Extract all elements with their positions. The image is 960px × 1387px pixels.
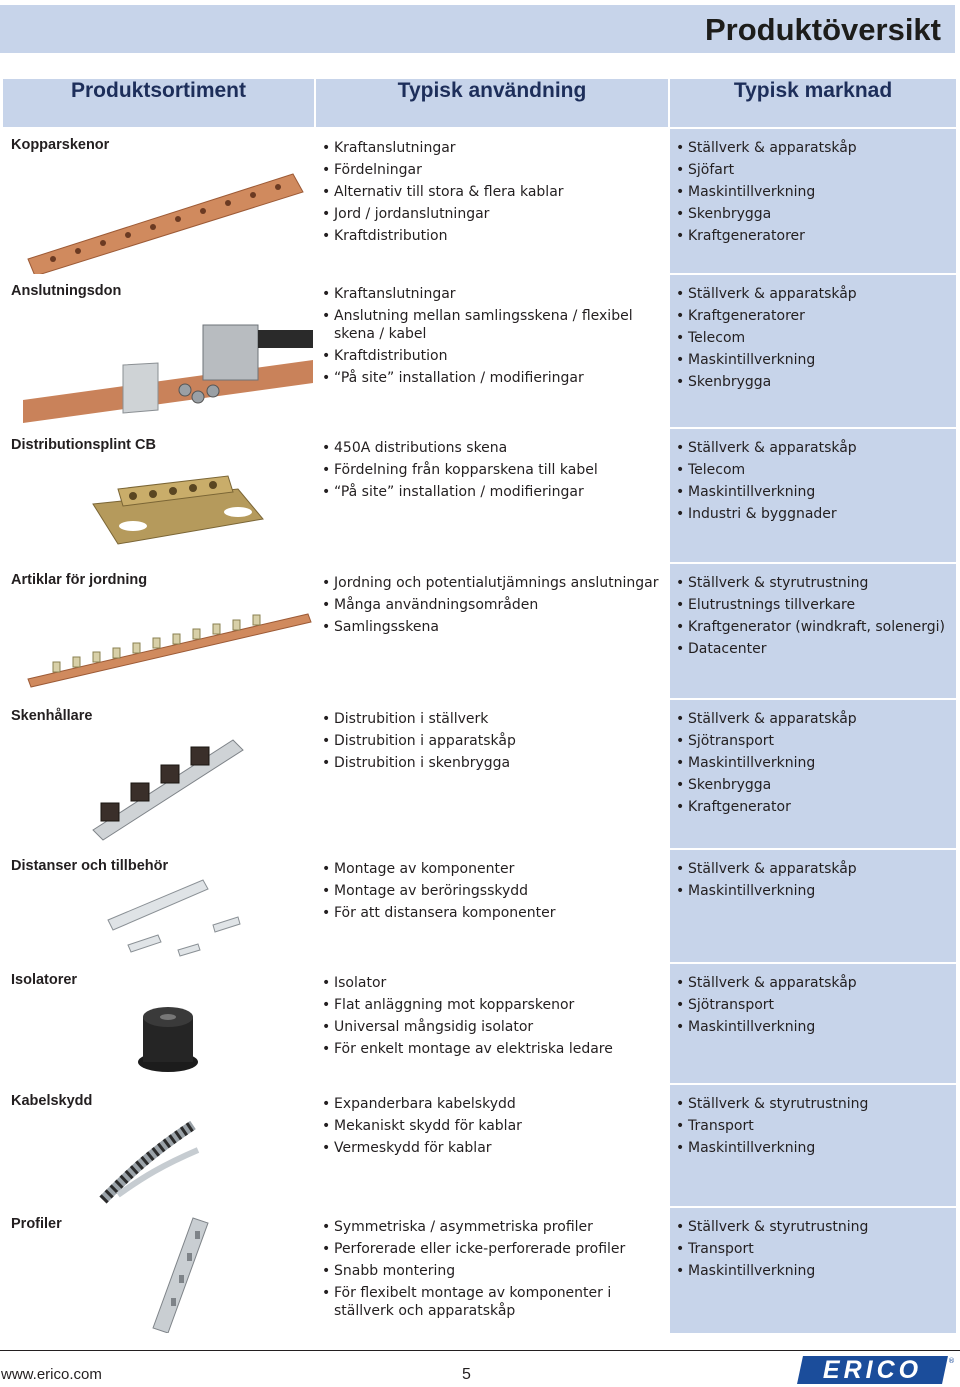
table-row bbox=[2, 274, 957, 428]
usage-cell bbox=[315, 274, 669, 428]
list-item: • Samlingsskena bbox=[334, 616, 668, 638]
product-name: Isolatorer bbox=[11, 972, 78, 988]
product-name: Profiler bbox=[11, 1216, 62, 1232]
list-item: • Transport bbox=[688, 1115, 956, 1137]
list-item: • Maskintillverkning bbox=[688, 880, 956, 902]
list-item: • Ställverk & apparatskåp bbox=[688, 708, 956, 730]
list-item: • Skenbrygga bbox=[688, 203, 956, 225]
market-cell bbox=[669, 128, 957, 274]
list-item: • Maskintillverkning bbox=[688, 349, 956, 371]
spacers-image bbox=[88, 875, 258, 960]
product-name: Distanser och tillbehör bbox=[11, 858, 169, 874]
list-item: • “På site” installation / modifieringar bbox=[334, 367, 668, 389]
distribution-block-image bbox=[88, 464, 268, 559]
list-item: • Distrubition i ställverk bbox=[334, 708, 668, 730]
logo-text: ERICO bbox=[822, 1356, 923, 1384]
list-item: • Ställverk & apparatskåp bbox=[688, 972, 956, 994]
list-item: • Sjöfart bbox=[688, 159, 956, 181]
header-usage: Typisk användning bbox=[315, 78, 669, 128]
market-list bbox=[670, 1093, 956, 1159]
table-row bbox=[2, 428, 957, 563]
list-item: • Symmetriska / asymmetriska profiler bbox=[334, 1216, 668, 1238]
product-name: Artiklar för jordning bbox=[11, 572, 148, 588]
list-item: • Skenbrygga bbox=[688, 774, 956, 796]
market-list bbox=[670, 1216, 956, 1282]
list-item: • Kraftdistribution bbox=[334, 345, 668, 367]
registered-mark: ® bbox=[948, 1357, 955, 1365]
list-item: • Ställverk & styrutrustning bbox=[688, 572, 956, 594]
product-cell bbox=[2, 128, 315, 274]
list-item: • Anslutning mellan samlingsskena / flexibel skena / kabel bbox=[334, 307, 668, 343]
list-item: • Mekaniskt skydd för kablar bbox=[334, 1115, 668, 1137]
footer-url-link[interactable]: www.erico.com bbox=[1, 1366, 102, 1383]
list-item: • Universal mångsidig isolator bbox=[334, 1016, 668, 1038]
product-cell bbox=[2, 699, 315, 849]
market-list bbox=[670, 283, 956, 393]
header-market: Typisk marknad bbox=[669, 78, 957, 128]
usage-cell bbox=[315, 699, 669, 849]
list-item: • Telecom bbox=[688, 459, 956, 481]
list-item: • Perforerade eller icke-perforerade profiler bbox=[334, 1238, 668, 1260]
list-item: • Flat anläggning mot kopparskenor bbox=[334, 994, 668, 1016]
product-name: Distributionsplint CB bbox=[11, 437, 156, 453]
list-item: • Kraftgeneratorer bbox=[688, 225, 956, 247]
usage-list bbox=[316, 858, 668, 924]
table-row bbox=[2, 563, 957, 699]
product-name: Kopparskenor bbox=[11, 137, 110, 153]
table-row bbox=[2, 128, 957, 274]
table-row bbox=[2, 963, 957, 1084]
list-item: • Maskintillverkning bbox=[688, 1016, 956, 1038]
list-item: • Ställverk & styrutrustning bbox=[688, 1093, 956, 1115]
page-title: Produktöversikt bbox=[704, 12, 941, 47]
usage-list bbox=[316, 1093, 668, 1159]
product-cell bbox=[2, 1084, 315, 1207]
list-item: • Kraftgenerator bbox=[688, 796, 956, 818]
usage-list bbox=[316, 1216, 668, 1320]
usage-list bbox=[316, 437, 668, 503]
list-item: • Maskintillverkning bbox=[688, 181, 956, 203]
list-item: • Elutrustnings tillverkare bbox=[688, 594, 956, 616]
market-cell bbox=[669, 274, 957, 428]
usage-list bbox=[316, 137, 668, 247]
market-cell bbox=[669, 1207, 957, 1334]
list-item: • 450A distributions skena bbox=[334, 437, 668, 459]
list-item: • Montage av komponenter bbox=[334, 858, 668, 880]
list-item: • Distrubition i skenbrygga bbox=[334, 752, 668, 774]
list-item: • Kraftanslutningar bbox=[334, 137, 668, 159]
list-item: • Datacenter bbox=[688, 638, 956, 660]
copper-busbar-image bbox=[23, 164, 313, 274]
busbar-support-image bbox=[83, 725, 253, 845]
page-number: 5 bbox=[462, 1366, 471, 1383]
erico-logo bbox=[797, 1356, 948, 1384]
cable-protection-image bbox=[98, 1115, 208, 1205]
market-list bbox=[670, 972, 956, 1038]
list-item: • Maskintillverkning bbox=[688, 481, 956, 503]
list-item: • Fördelningar bbox=[334, 159, 668, 181]
list-item: • “På site” installation / modifieringar bbox=[334, 481, 668, 503]
list-item: • Kraftdistribution bbox=[334, 225, 668, 247]
list-item: • Ställverk & apparatskåp bbox=[688, 858, 956, 880]
list-item: • Industri & byggnader bbox=[688, 503, 956, 525]
list-item: • Isolator bbox=[334, 972, 668, 994]
list-item: • Ställverk & apparatskåp bbox=[688, 137, 956, 159]
market-list bbox=[670, 708, 956, 818]
list-item: • Vermeskydd för kablar bbox=[334, 1137, 668, 1159]
usage-cell bbox=[315, 1207, 669, 1334]
list-item: • Alternativ till stora & flera kablar bbox=[334, 181, 668, 203]
insulator-image bbox=[128, 992, 208, 1077]
table-row bbox=[2, 699, 957, 849]
market-list bbox=[670, 437, 956, 525]
usage-cell bbox=[315, 963, 669, 1084]
list-item: • Snabb montering bbox=[334, 1260, 668, 1282]
usage-list bbox=[316, 972, 668, 1060]
market-cell bbox=[669, 563, 957, 699]
usage-list bbox=[316, 283, 668, 389]
product-name: Anslutningsdon bbox=[11, 283, 122, 299]
list-item: • Ställverk & apparatskåp bbox=[688, 283, 956, 305]
product-name: Skenhållare bbox=[11, 708, 93, 724]
market-list bbox=[670, 572, 956, 660]
market-list bbox=[670, 137, 956, 247]
market-cell bbox=[669, 963, 957, 1084]
connector-image bbox=[23, 305, 313, 425]
list-item: • Ställverk & styrutrustning bbox=[688, 1216, 956, 1238]
list-item: • Skenbrygga bbox=[688, 371, 956, 393]
table-row bbox=[2, 1207, 957, 1334]
table-row bbox=[2, 1084, 957, 1207]
usage-cell bbox=[315, 563, 669, 699]
list-item: • Kraftgenerator (windkraft, solenergi) bbox=[688, 616, 956, 638]
list-item: • Jordning och potentialutjämnings anslutningar bbox=[334, 572, 668, 594]
list-item: • Montage av beröringsskydd bbox=[334, 880, 668, 902]
list-item: • Expanderbara kabelskydd bbox=[334, 1093, 668, 1115]
list-item: • Fördelning från kopparskena till kabel bbox=[334, 459, 668, 481]
usage-list bbox=[316, 572, 668, 638]
list-item: • Många användningsområden bbox=[334, 594, 668, 616]
usage-list bbox=[316, 708, 668, 774]
list-item: • Transport bbox=[688, 1238, 956, 1260]
market-cell bbox=[669, 428, 957, 563]
earthing-bar-image bbox=[23, 594, 313, 694]
din-rail-image bbox=[148, 1213, 218, 1333]
list-item: • Kraftgeneratorer bbox=[688, 305, 956, 327]
usage-cell bbox=[315, 128, 669, 274]
market-cell bbox=[669, 849, 957, 963]
list-item: • För att distansera komponenter bbox=[334, 902, 668, 924]
list-item: • Telecom bbox=[688, 327, 956, 349]
table-row bbox=[2, 849, 957, 963]
product-cell bbox=[2, 849, 315, 963]
list-item: • Ställverk & apparatskåp bbox=[688, 437, 956, 459]
product-cell bbox=[2, 428, 315, 563]
list-item: • Maskintillverkning bbox=[688, 752, 956, 774]
header-products: Produktsortiment bbox=[2, 78, 315, 128]
product-cell bbox=[2, 963, 315, 1084]
list-item: • För enkelt montage av elektriska ledare bbox=[334, 1038, 668, 1060]
title-bar bbox=[0, 5, 955, 53]
product-name: Kabelskydd bbox=[11, 1093, 93, 1109]
usage-cell bbox=[315, 849, 669, 963]
list-item: • Maskintillverkning bbox=[688, 1137, 956, 1159]
list-item: • För flexibelt montage av komponenter i ställverk och apparatskåp bbox=[334, 1284, 668, 1320]
list-item: • Distrubition i apparatskåp bbox=[334, 730, 668, 752]
market-list bbox=[670, 858, 956, 902]
list-item: • Jord / jordanslutningar bbox=[334, 203, 668, 225]
list-item: • Sjötransport bbox=[688, 994, 956, 1016]
usage-cell bbox=[315, 428, 669, 563]
product-cell bbox=[2, 274, 315, 428]
market-cell bbox=[669, 699, 957, 849]
list-item: • Sjötransport bbox=[688, 730, 956, 752]
list-item: • Kraftanslutningar bbox=[334, 283, 668, 305]
product-table bbox=[1, 77, 958, 1335]
list-item: • Maskintillverkning bbox=[688, 1260, 956, 1282]
product-cell bbox=[2, 563, 315, 699]
product-cell bbox=[2, 1207, 315, 1334]
usage-cell bbox=[315, 1084, 669, 1207]
market-cell bbox=[669, 1084, 957, 1207]
header-row bbox=[2, 78, 957, 128]
footer-divider bbox=[0, 1350, 960, 1351]
